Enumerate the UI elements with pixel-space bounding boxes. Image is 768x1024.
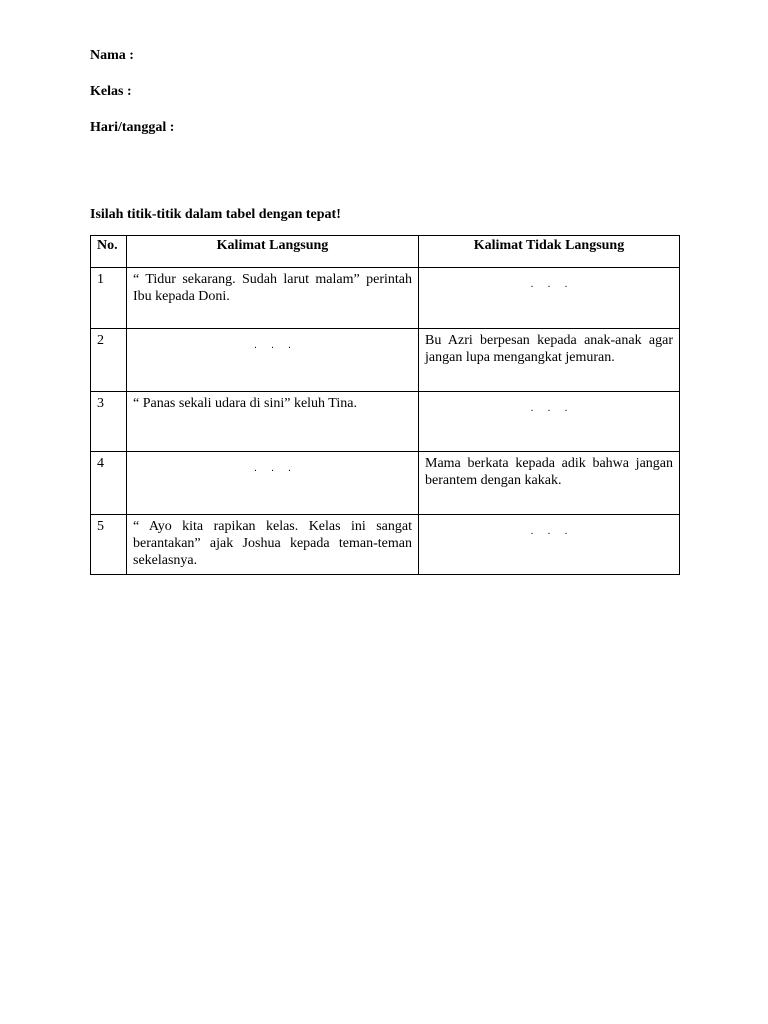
cell-kalimat-langsung: “ Ayo kita rapikan kelas. Kelas ini sangat berantakan” ajak Joshua kepada teman-teman sekelasnya. [127, 515, 419, 575]
instruction-text: Isilah titik-titik dalam tabel dengan tepat! [90, 207, 341, 222]
row-number: 4 [91, 452, 127, 515]
row-number: 3 [91, 392, 127, 452]
blank-dots: . . . [254, 463, 297, 474]
table-header-row [91, 236, 680, 268]
cell-blank-tidak-langsung[interactable] [419, 268, 680, 329]
row-number: 1 [91, 268, 127, 329]
cell-blank-langsung[interactable] [127, 452, 419, 515]
header-kalimat-tidak-langsung: Kalimat Tidak Langsung [419, 236, 680, 268]
table-row [91, 268, 680, 329]
field-tanggal-label: Hari/tanggal : [90, 120, 175, 135]
row-number: 5 [91, 515, 127, 575]
cell-blank-langsung[interactable] [127, 329, 419, 392]
cell-kalimat-tidak-langsung: Bu Azri berpesan kepada anak-anak agar jangan lupa mengangkat jemuran. [419, 329, 680, 392]
cell-kalimat-tidak-langsung: Mama berkata kepada adik bahwa jangan berantem dengan kakak. [419, 452, 680, 515]
row-number: 2 [91, 329, 127, 392]
cell-blank-tidak-langsung[interactable] [419, 515, 680, 575]
header-kalimat-langsung: Kalimat Langsung [127, 236, 419, 268]
cell-kalimat-langsung: “ Tidur sekarang. Sudah larut malam” perintah Ibu kepada Doni. [127, 268, 419, 329]
table-row [91, 452, 680, 515]
table-row [91, 515, 680, 575]
blank-dots: . . . [530, 526, 574, 537]
worksheet-table [90, 235, 680, 575]
field-nama-label: Nama : [90, 48, 134, 63]
table-row [91, 329, 680, 392]
cell-blank-tidak-langsung[interactable] [419, 392, 680, 452]
header-no: No. [91, 236, 127, 268]
field-kelas-label: Kelas : [90, 84, 132, 99]
blank-dots: . . . [530, 279, 574, 290]
blank-dots: . . . [254, 340, 297, 351]
cell-kalimat-langsung: “ Panas sekali udara di sini” keluh Tina. [127, 392, 419, 452]
blank-dots: . . . [530, 403, 574, 414]
table-row [91, 392, 680, 452]
